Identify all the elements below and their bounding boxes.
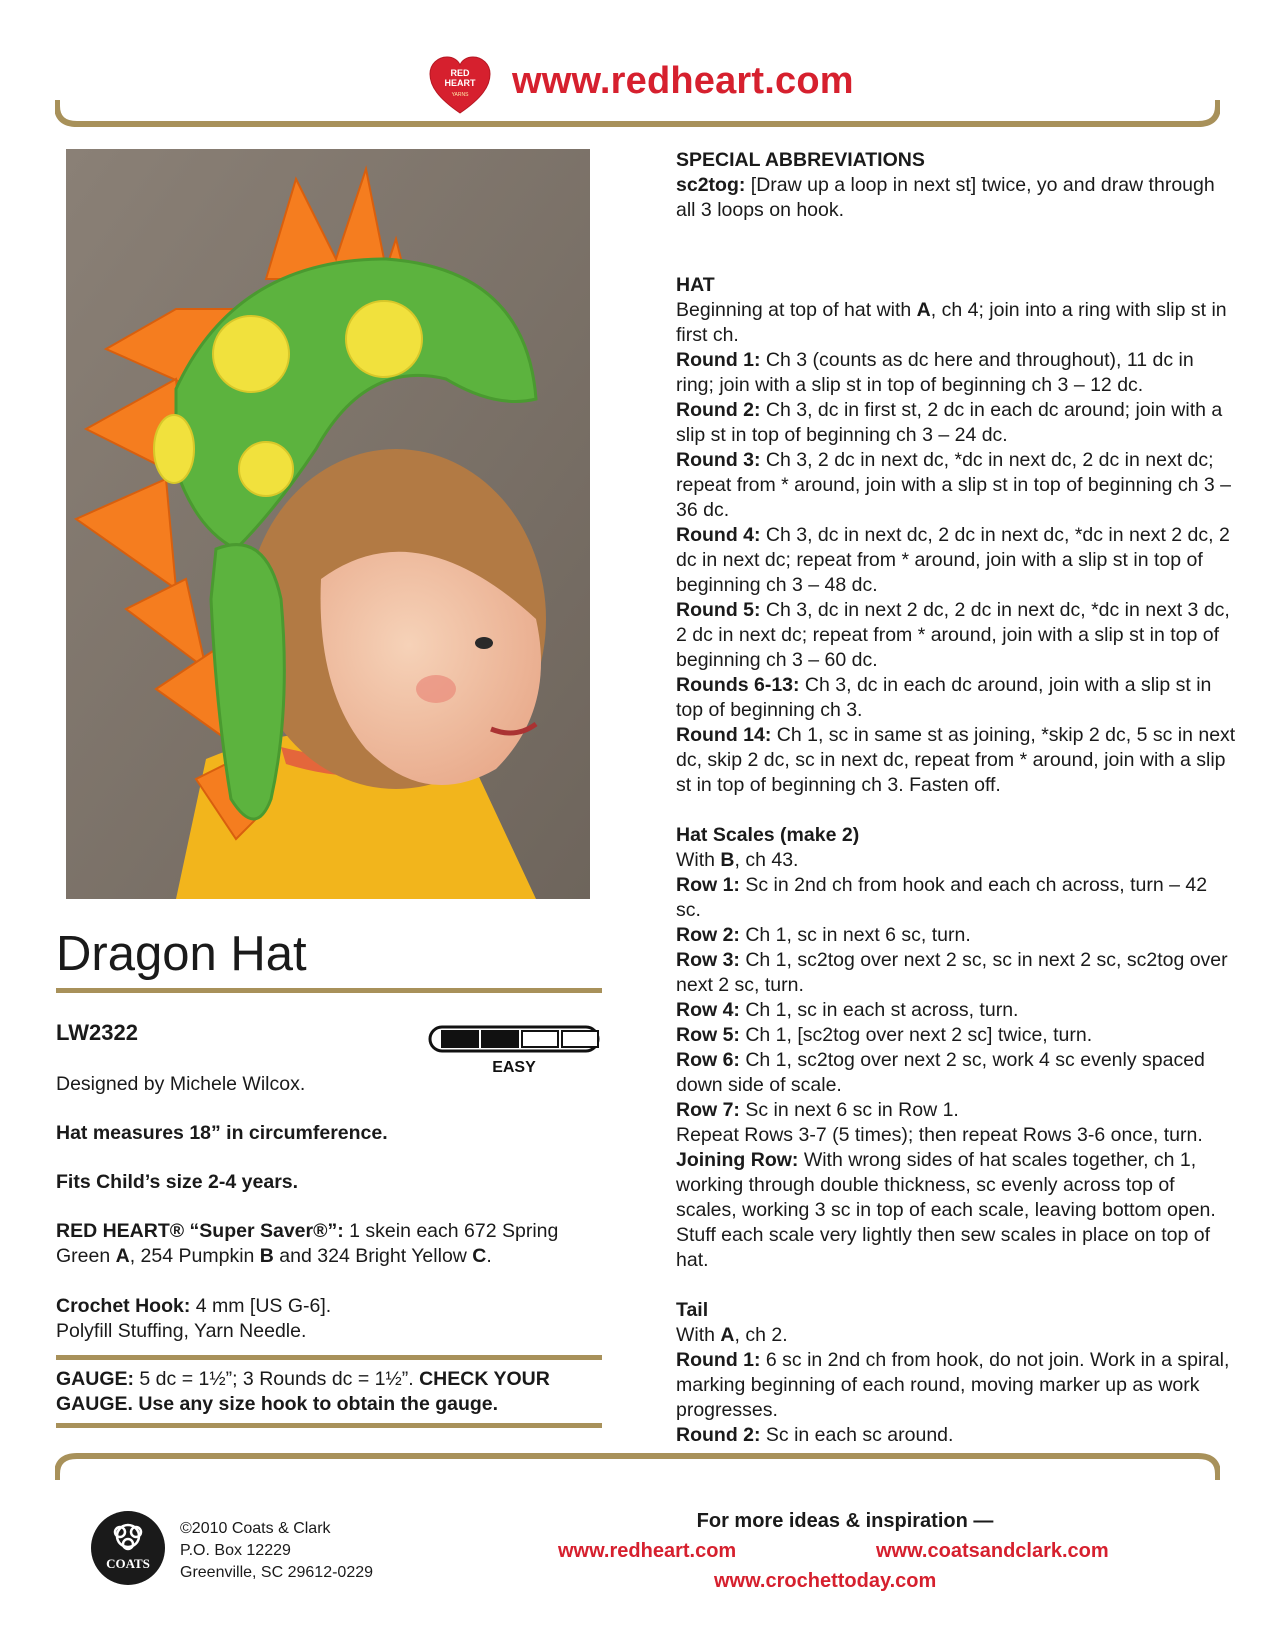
footer-rule	[55, 1450, 1220, 1480]
hat-intro-a: A	[916, 299, 931, 321]
scales-row	[676, 923, 1236, 948]
site-url-link[interactable]: www.redheart.com	[512, 60, 854, 102]
title-divider	[56, 988, 602, 993]
round-label: Round 4:	[676, 524, 761, 546]
yarn-text: .	[486, 1245, 492, 1267]
scales-intro-text: With	[676, 849, 721, 871]
hat-round	[676, 598, 1236, 673]
footer-link-redheart[interactable]: www.redheart.com	[558, 1540, 737, 1562]
footer-link-crochettoday[interactable]: www.crochettoday.com	[714, 1570, 937, 1592]
pattern-title: Dragon Hat	[56, 927, 307, 981]
hat-round	[676, 348, 1236, 398]
round-label: Round 3:	[676, 449, 761, 471]
company-address	[180, 1518, 373, 1584]
gauge-check: CHECK YOUR GAUGE. Use any size hook to obtain the gauge.	[56, 1368, 550, 1415]
scales-row	[676, 1098, 1236, 1123]
scales-row	[676, 1048, 1236, 1098]
yarn-c: C	[472, 1245, 487, 1267]
hat-intro	[676, 298, 1236, 348]
round-text: Sc in each sc around.	[760, 1424, 954, 1446]
hat-intro-text: Beginning at top of hat with	[676, 299, 917, 321]
po-box: P.O. Box 12229	[180, 1542, 291, 1559]
gauge-top-rule	[56, 1355, 602, 1360]
skill-cell	[442, 1031, 478, 1047]
hat-round	[676, 398, 1236, 448]
row-text: Sc in next 6 sc in Row 1.	[739, 1099, 959, 1121]
hat-round	[676, 523, 1236, 598]
yarn-a: A	[115, 1245, 130, 1267]
logo-text-red: RED	[450, 68, 470, 78]
yarn-b: B	[259, 1245, 274, 1267]
round-label: Round 14:	[676, 724, 772, 746]
logo-text-yarns: YARNS	[451, 92, 469, 98]
round-text: Ch 3, dc in next dc, 2 dc in next dc, *dc in next 2 dc, 2 dc in next dc; repeat from * around, join with a slip st in top of beginning ch 3 – 48 dc.	[676, 524, 1230, 596]
joining-label: Joining Row:	[676, 1149, 799, 1171]
tail-intro-text: With	[676, 1324, 721, 1346]
pattern-code: LW2322	[56, 1020, 138, 1045]
tail-round	[676, 1348, 1236, 1423]
scales-row	[676, 998, 1236, 1023]
round-text: 6 sc in 2nd ch from hook, do not join. Work in a spiral, marking beginning of each round, moving marker up as work progresses.	[676, 1349, 1230, 1421]
hat-round	[676, 673, 1236, 723]
row-label: Row 4:	[676, 999, 740, 1021]
measures-line: Hat measures 18” in circumference.	[56, 1122, 388, 1144]
round-label: Round 5:	[676, 599, 761, 621]
scales-intro-text: , ch 43.	[734, 849, 799, 871]
abbrev-heading: SPECIAL ABBREVIATIONS	[676, 149, 925, 171]
hat-heading: HAT	[676, 274, 715, 296]
row-label: Row 1:	[676, 874, 740, 896]
scales-row	[676, 1023, 1236, 1048]
yarn-text: 1 skein each 672 Spring Green	[56, 1220, 559, 1267]
joining-text: With wrong sides of hat scales together, ch 1, working through double thickness, sc evenly across top of scales, working 3 sc in top of each scale, leaving bottom open. Stuff each scale very lightly then sew scales in place on top of hat.	[676, 1149, 1216, 1271]
fits-line: Fits Child’s size 2-4 years.	[56, 1171, 299, 1193]
logo-text-heart: HEART	[444, 78, 476, 88]
round-label: Round 1:	[676, 349, 761, 371]
notions: Polyfill Stuffing, Yarn Needle.	[56, 1320, 307, 1342]
tail-round	[676, 1423, 1236, 1448]
abbrev-definition: [Draw up a loop in next st] twice, yo and draw through all 3 loops on hook.	[676, 174, 1215, 221]
yarn-info	[56, 1219, 616, 1269]
scales-intro-b: B	[720, 849, 735, 871]
row-text: Ch 1, sc2tog over next 2 sc, sc in next 2 sc, sc2tog over next 2 sc, turn.	[676, 949, 1228, 996]
joining-row	[676, 1148, 1236, 1273]
row-label: Row 7:	[676, 1099, 740, 1121]
row-label: Row 5:	[676, 1024, 740, 1046]
abbrev-term: sc2tog:	[676, 174, 746, 196]
coats-logo-text: COATS	[106, 1556, 150, 1571]
gauge-bottom-rule	[56, 1423, 602, 1428]
skill-cell	[482, 1031, 518, 1047]
round-label: Round 2:	[676, 1424, 761, 1446]
round-label: Round 1:	[676, 1349, 761, 1371]
footer-link-coatsandclark[interactable]: www.coatsandclark.com	[876, 1540, 1109, 1562]
tail-heading: Tail	[676, 1299, 709, 1321]
footer-tagline: For more ideas & inspiration —	[696, 1510, 994, 1532]
row-text: Ch 1, sc in each st across, turn.	[739, 999, 1019, 1021]
row-text: Ch 1, sc2tog over next 2 sc, work 4 sc evenly spaced down side of scale.	[676, 1049, 1205, 1096]
hook-label: Crochet Hook:	[56, 1295, 191, 1317]
gauge-value: 5 dc = 1½”; 3 Rounds dc = 1½”.	[134, 1368, 420, 1390]
round-label: Round 2:	[676, 399, 761, 421]
round-text: Ch 3, dc in each dc around, join with a slip st in top of beginning ch 3.	[676, 674, 1212, 721]
hat-round	[676, 723, 1236, 798]
round-text: Ch 3, 2 dc in next dc, *dc in next dc, 2 dc in next dc; repeat from * around, join with a slip st in top of beginning ch 3 – 36 dc.	[676, 449, 1231, 521]
row-text: Ch 1, sc in next 6 sc, turn.	[739, 924, 971, 946]
scales-row	[676, 873, 1236, 923]
scales-repeat: Repeat Rows 3-7 (5 times); then repeat Rows 3-6 once, turn.	[676, 1124, 1203, 1146]
yarn-text: and 324 Bright Yellow	[273, 1245, 473, 1267]
row-label: Row 6:	[676, 1049, 740, 1071]
skill-level-label: EASY	[492, 1059, 536, 1076]
round-text: Ch 3, dc in next 2 dc, 2 dc in next dc, *dc in next 3 dc, 2 dc in next dc; repeat from * around, join with a slip st in top of beginning ch 3 – 60 dc.	[676, 599, 1230, 671]
row-text: Sc in 2nd ch from hook and each ch across, turn – 42 sc.	[676, 874, 1208, 921]
hat-round	[676, 448, 1236, 523]
skill-cell	[562, 1031, 598, 1047]
round-text: Ch 3 (counts as dc here and throughout), 11 dc in ring; join with a slip st in top of beginning ch 3 – 12 dc.	[676, 349, 1194, 396]
designer-line: Designed by Michele Wilcox.	[56, 1073, 306, 1095]
scales-row	[676, 948, 1236, 998]
row-label: Row 3:	[676, 949, 740, 971]
round-text: Ch 3, dc in first st, 2 dc in each dc around; join with a slip st in top of beginning ch 3 – 24 dc.	[676, 399, 1223, 446]
hook-info	[56, 1294, 616, 1344]
copyright: ©2010 Coats & Clark	[180, 1520, 331, 1537]
scales-intro	[676, 848, 1236, 873]
tail-intro-text: , ch 2.	[734, 1324, 788, 1346]
hat-intro-text: , ch 4; join into a ring with slip st in first ch.	[676, 299, 1227, 346]
gauge-info	[56, 1367, 602, 1417]
skill-cell	[522, 1031, 558, 1047]
gauge-label: GAUGE:	[56, 1368, 134, 1390]
coats-logo[interactable]	[90, 1510, 166, 1586]
hook-value: 4 mm [US G-6].	[190, 1295, 332, 1317]
yarn-label: RED HEART® “Super Saver®”:	[56, 1220, 344, 1242]
row-label: Row 2:	[676, 924, 740, 946]
tail-intro	[676, 1323, 1236, 1348]
header-rule	[55, 100, 1220, 130]
scales-heading: Hat Scales (make 2)	[676, 824, 860, 846]
round-text: Ch 1, sc in same st as joining, *skip 2 dc, 5 sc in next dc, skip 2 dc, sc in next dc, repeat from * around, join with a slip st in top of beginning ch 3. Fasten off.	[676, 724, 1236, 796]
dragon-hat-photo	[66, 149, 590, 899]
round-label: Rounds 6-13:	[676, 674, 800, 696]
abbrev-entry	[676, 173, 1236, 223]
tail-intro-a: A	[720, 1324, 735, 1346]
row-text: Ch 1, [sc2tog over next 2 sc] twice, turn.	[739, 1024, 1093, 1046]
yarn-text: , 254 Pumpkin	[129, 1245, 260, 1267]
instructions-column	[676, 148, 1236, 1448]
city-line: Greenville, SC 29612-0229	[180, 1564, 374, 1581]
